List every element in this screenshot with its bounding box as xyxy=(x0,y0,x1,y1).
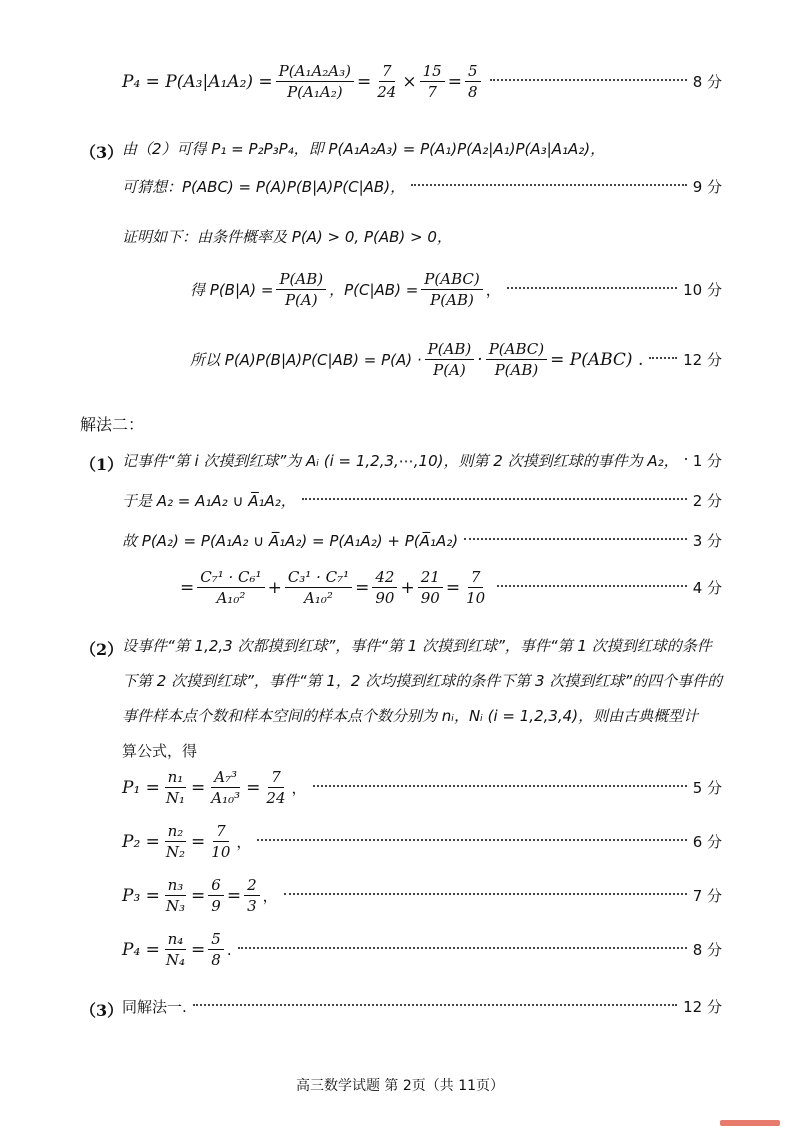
leader-dots xyxy=(238,946,687,949)
fraction: $\frac{P(AB)}{P(A)}$ xyxy=(425,340,475,379)
fraction: $\frac{42}{90}$ xyxy=(372,568,397,607)
leader-dots xyxy=(497,584,687,587)
fraction: $\frac{7}{24}$ xyxy=(266,768,286,807)
question-marker: （1） xyxy=(80,455,124,474)
fraction: $\frac{7}{24}$ xyxy=(377,62,397,101)
question-marker: （3） xyxy=(80,143,124,162)
score-label: 3 分 xyxy=(692,532,722,550)
fraction: $\frac{\text{n₂}}{\text{N₂}}$ xyxy=(165,822,186,861)
score-label: 7 分 xyxy=(692,887,722,905)
fraction: $\frac{\text{C₃¹ · C₇¹}}{\text{A₁₀²}}$ xyxy=(285,568,352,607)
m2q2-para4: 算公式，得 xyxy=(122,742,198,760)
m2q2-p2: P₂ = $\frac{\text{n₂}}{\text{N₂}}$ = $\frac{7}{10}$ ， 6 分 xyxy=(122,822,722,861)
fraction: $\frac{5}{8}$ xyxy=(465,62,481,101)
question-marker: （3） xyxy=(80,1001,124,1020)
part3-line4: 得 P(B|A) = $\frac{P(AB)}{P(A)}$ ，P(C|AB) = $\frac{\text{P(ABC)}}{P(AB)}$ ， 10 分 xyxy=(190,270,722,309)
m2q3-line: 同解法一. 12 分 xyxy=(122,998,722,1016)
score-label: 12 分 xyxy=(683,998,722,1016)
leader-dots xyxy=(464,537,687,540)
fraction: $\frac{\text{C₇¹ · C₆¹}}{\text{A₁₀²}}$ xyxy=(197,568,264,607)
leader-dots xyxy=(313,784,687,787)
fraction: $\frac{7}{10}$ xyxy=(211,822,231,861)
fraction: $\frac{6}{9}$ xyxy=(208,876,224,915)
method2-heading: 解法二： xyxy=(80,415,145,434)
score-label: 6 分 xyxy=(692,833,722,851)
m2q1-line4: = $\frac{\text{C₇¹ · C₆¹}}{\text{A₁₀²}}$ + $\frac{\text{C₃¹ · C₇¹}}{\text{A₁₀²}}$ = $\frac{42}{90}$ + $\frac{21}{90}$ = $\frac{7}{10}$ 4 分 xyxy=(180,568,722,607)
part3-line1: 由（2）可得 P₁ = P₂P₃P₄，即 P(A₁A₂A₃) = P(A₁)P(A₂|A₁)P(A₃|A₁A₂)， xyxy=(122,140,606,158)
score-label: 12 分 xyxy=(683,351,722,369)
fraction: $\frac{P(AB)}{P(A)}$ xyxy=(276,270,326,309)
score-label: 8 分 xyxy=(692,941,722,959)
m2q2-p3: P₃ = $\frac{\text{n₃}}{\text{N₃}}$ = $\frac{6}{9}$ = $\frac{2}{3}$ ， 7 分 xyxy=(122,876,722,915)
m2q2-p4: P₄ = $\frac{\text{n₄}}{\text{N₄}}$ = $\frac{5}{8}$ . 8 分 xyxy=(122,930,722,969)
fraction: $\frac{\text{P(ABC)}}{P(AB)}$ xyxy=(486,340,547,379)
score-label: 10 分 xyxy=(683,281,722,299)
leader-dots xyxy=(284,892,687,895)
leader-dots xyxy=(257,838,686,841)
fraction: $\frac{\text{n₄}}{\text{N₄}}$ xyxy=(165,930,186,969)
fraction: $\frac{21}{90}$ xyxy=(418,568,443,607)
m2q2-para2: 下第 2 次摸到红球”，事件“第 1，2 次均摸到红球的条件下第 3 次摸到红球”的四个事件的 xyxy=(122,672,723,690)
part3-line3: 证明如下：由条件概率及 P(A) > 0, P(AB) > 0， xyxy=(122,228,452,246)
leader-dots xyxy=(193,1003,677,1006)
fraction: $\frac{\text{n₁}}{\text{N₁}}$ xyxy=(165,768,186,807)
fraction: $\frac{7}{10}$ xyxy=(466,568,486,607)
p4-line-part2: P₄ = P(A₃|A₁A₂) = $\frac{\text{P(A₁A₂A₃)}}{\text{P(A₁A₂)}}$ = $\frac{7}{24}$ × $\frac{15}{7}$ = $\frac{5}{8}$ 8 分 xyxy=(122,62,722,101)
fraction: $\frac{\text{P(A₁A₂A₃)}}{\text{P(A₁A₂)}}$ xyxy=(276,62,354,101)
m2q1-line3: 故 P(A₂) = P(A₁A₂ ∪ A̅₁A₂) = P(A₁A₂) + P(A̅₁A₂) 3 分 xyxy=(122,532,722,550)
p4-lhs: P₄ = P(A₃|A₁A₂) = xyxy=(122,71,273,92)
leader-dots xyxy=(411,183,687,186)
score-label: 5 分 xyxy=(692,779,722,797)
fraction: $\frac{5}{8}$ xyxy=(208,930,224,969)
m2q1-line2: 于是 A₂ = A₁A₂ ∪ A̅₁A₂， 2 分 xyxy=(122,492,722,510)
question-marker: （2） xyxy=(80,640,124,659)
fraction: $\frac{\text{n₃}}{\text{N₃}}$ xyxy=(165,876,186,915)
score-label: 1 分 xyxy=(692,452,722,470)
m2q2-p1: P₁ = $\frac{\text{n₁}}{\text{N₁}}$ = $\frac{\text{A₇³}}{\text{A₁₀³}}$ = $\frac{7}{24}$ ， 5 分 xyxy=(122,768,722,807)
leader-dots xyxy=(649,356,677,359)
score-label: 2 分 xyxy=(692,492,722,510)
leader-dots xyxy=(685,457,687,460)
fraction: $\frac{2}{3}$ xyxy=(244,876,260,915)
score-label: 9 分 xyxy=(692,178,722,196)
m2q2-para3: 事件样本点个数和样本空间的样本点个数分别为 nᵢ，Nᵢ (i = 1,2,3,4)，则由古典概型计 xyxy=(122,707,699,725)
fraction: $\frac{\text{A₇³}}{\text{A₁₀³}}$ xyxy=(211,768,241,807)
leader-dots xyxy=(490,78,687,81)
leader-dots xyxy=(302,497,687,500)
score-label: 4 分 xyxy=(692,579,722,597)
leader-dots xyxy=(507,286,677,289)
page-footer: 高三数学试题 第 2页（共 11页） xyxy=(295,1078,505,1094)
m2q2-para1: 设事件“第 1,2,3 次都摸到红球”，事件“第 1 次摸到红球”，事件“第 1 次摸到红球的条件 xyxy=(122,637,712,655)
part3-line5: 所以 P(A)P(B|A)P(C|AB) = P(A) · $\frac{P(AB)}{P(A)}$ · $\frac{\text{P(ABC)}}{P(AB)}$ = P(ABC) . 12 分 xyxy=(190,340,722,379)
part3-line2: 可猜想：P(ABC) = P(A)P(B|A)P(C|AB)， 9 分 xyxy=(122,178,722,196)
m2q1-line1: 记事件“第 i 次摸到红球”为 Aᵢ (i = 1,2,3,⋯,10)，则第 2 次摸到红球的事件为 A₂， 1 分 xyxy=(122,452,722,470)
corner-stamp-mark xyxy=(720,1120,780,1126)
fraction: $\frac{15}{7}$ xyxy=(420,62,445,101)
score-label: 8 分 xyxy=(692,73,722,91)
fraction: $\frac{\text{P(ABC)}}{P(AB)}$ xyxy=(421,270,482,309)
